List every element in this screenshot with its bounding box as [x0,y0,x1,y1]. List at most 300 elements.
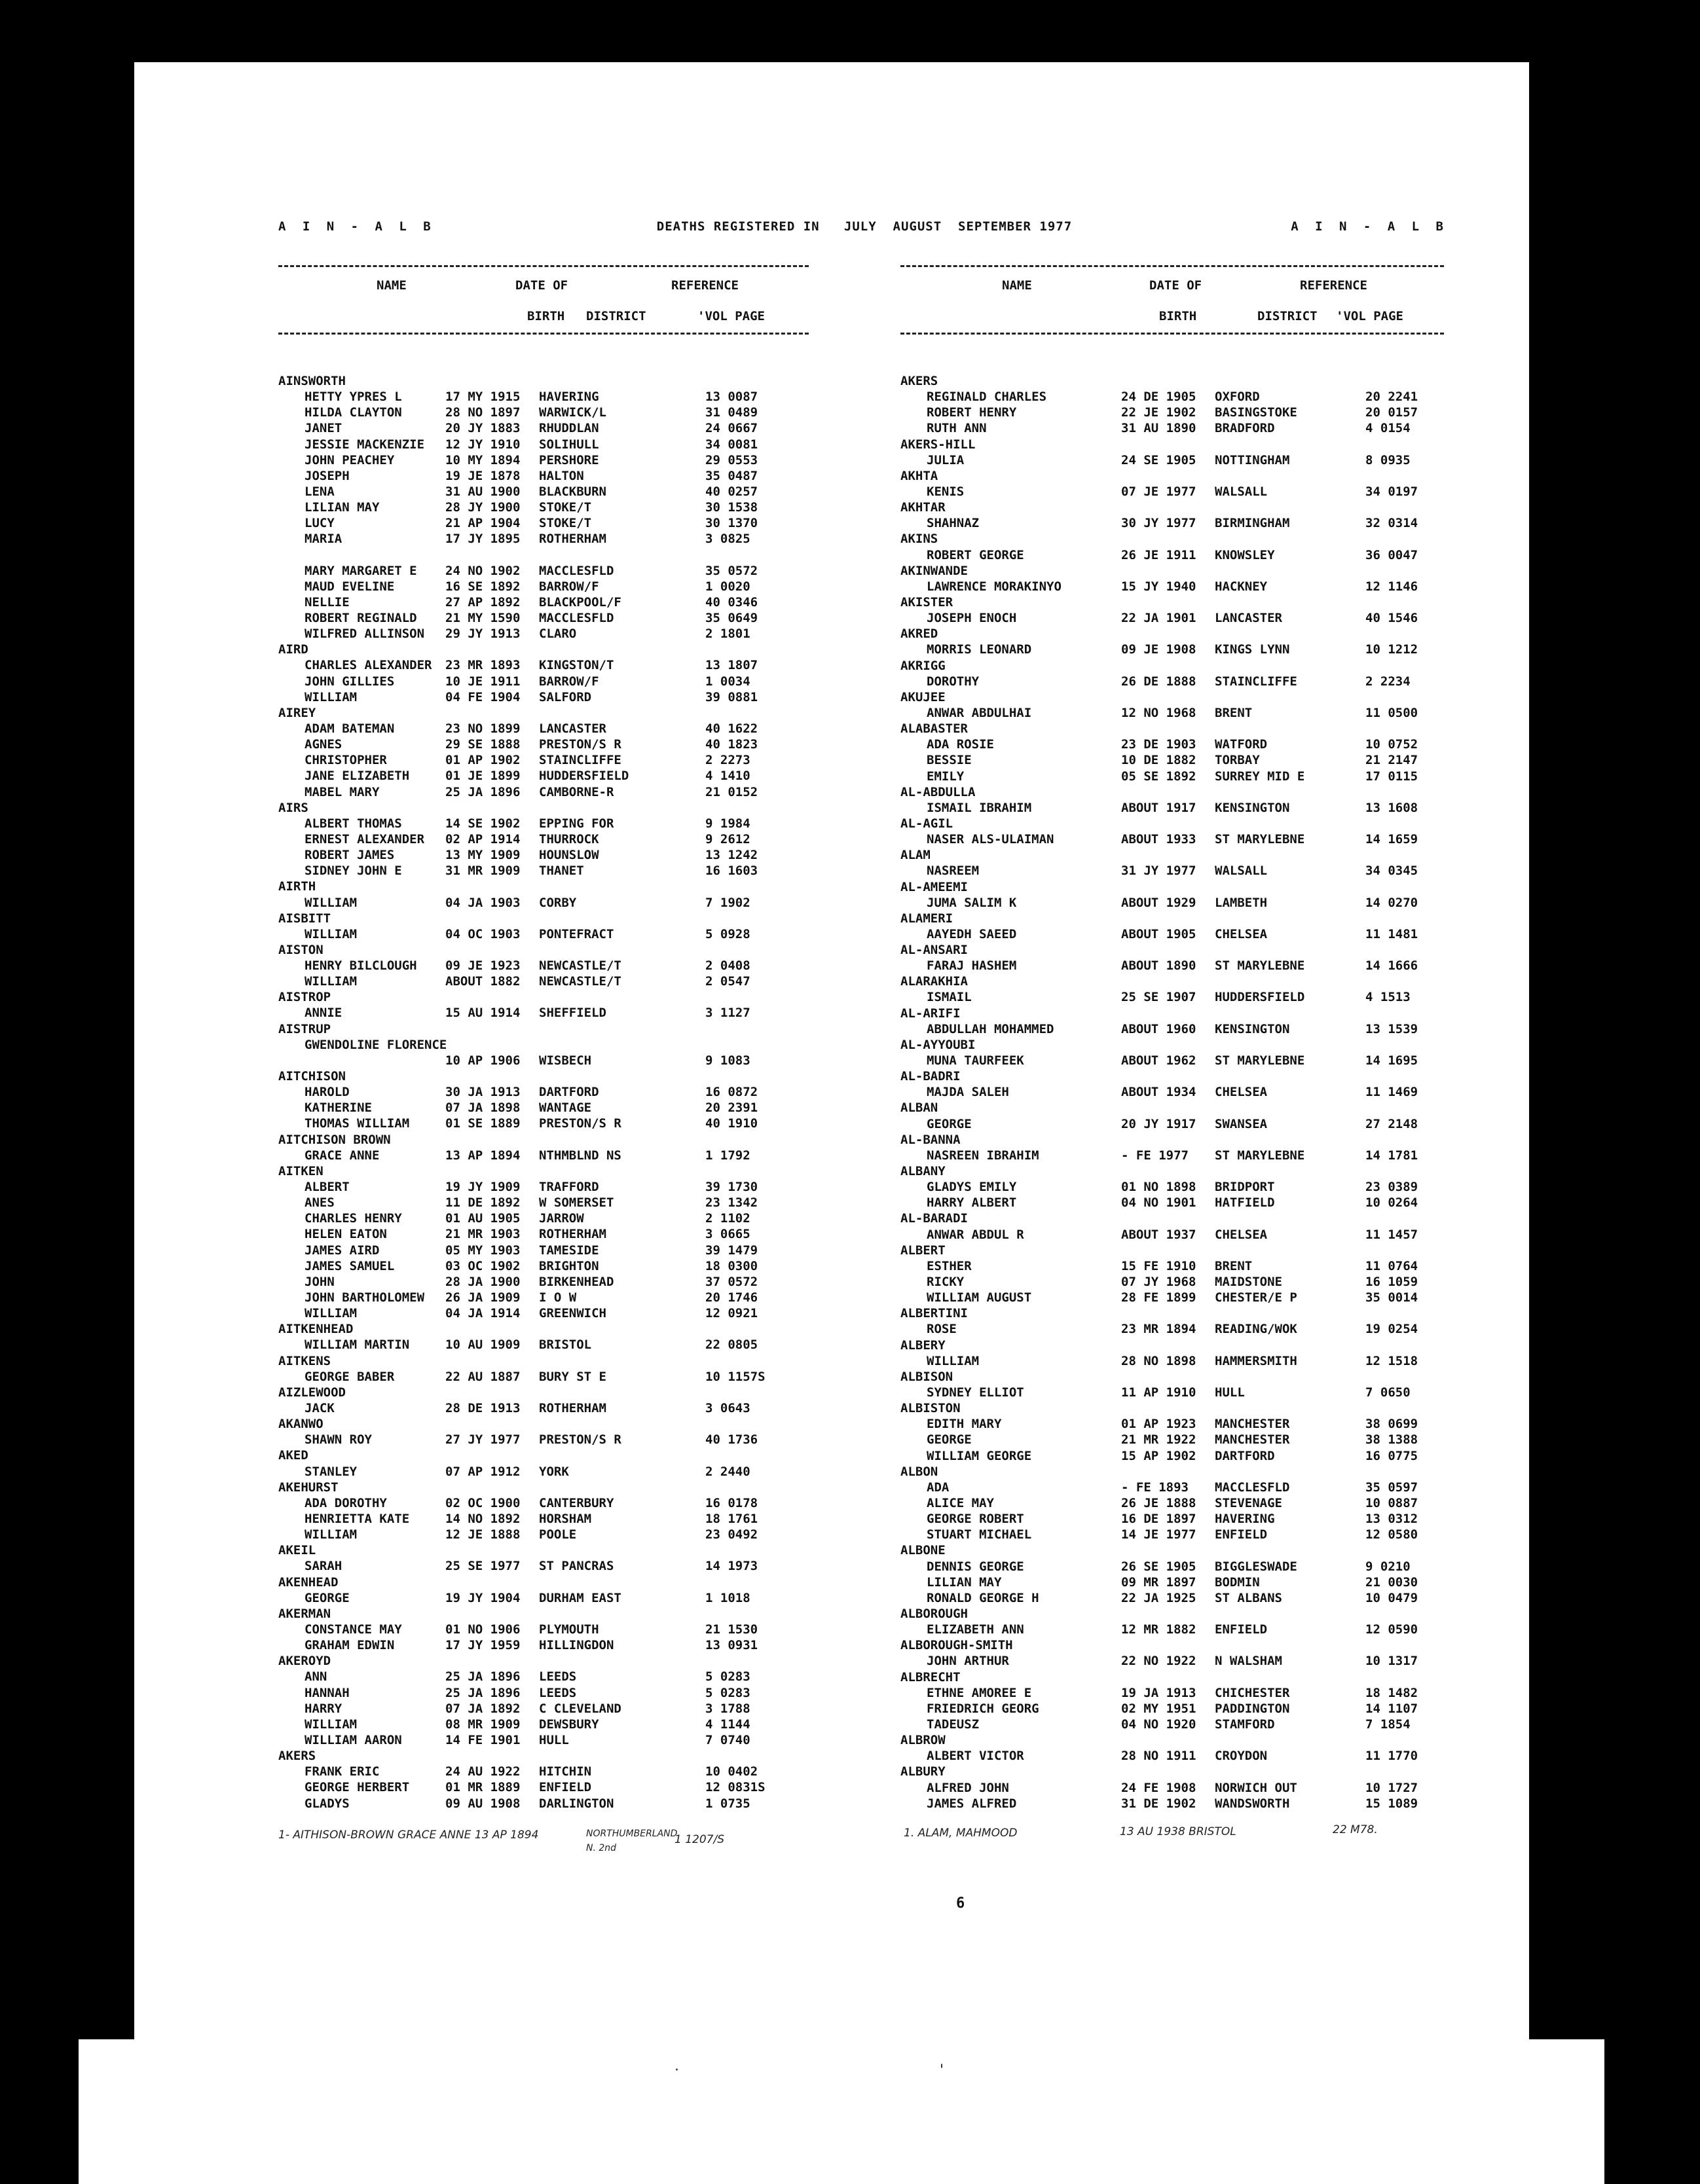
entry-name: ADAM BATEMAN [305,721,395,736]
entry-row [900,642,1444,657]
entry-birth-date: 28 JY 1900 [445,500,521,515]
surname-heading [278,1385,809,1400]
entry-name: ANWAR ABDULHAI [927,705,1032,720]
entry-name: WILLIAM MARTIN [305,1338,410,1353]
entry-birth-date: 04 FE 1904 [445,689,521,704]
entry-name: ALBONE [900,1543,946,1558]
entry-district: WATFORD [1215,737,1268,752]
entry-name: JOHN GILLIES [305,674,395,689]
entry-birth-date: 01 JE 1899 [445,769,521,784]
entry-row [278,515,809,531]
entry-district: HOUNSLOW [539,848,599,863]
entry-vol-page: 2 2440 [705,1464,750,1479]
entry-district: CLARO [539,627,577,642]
entry-row [900,1432,1444,1447]
entry-row [278,610,809,626]
entry-birth-date: 23 MR 1894 [1121,1322,1196,1337]
entry-district: N WALSHAM [1215,1654,1282,1669]
entry-district: HALTON [539,468,584,483]
entry-vol-page: 20 2241 [1365,390,1418,405]
entry-vol-page: 2 1102 [705,1211,750,1226]
entry-name: WILLIAM GEORGE [927,1448,1032,1463]
entry-district: HULL [539,1732,569,1747]
entry-birth-date: 07 AP 1912 [445,1464,521,1479]
entry-name: GRAHAM EDWIN [305,1638,395,1653]
entry-vol-page: 13 1608 [1365,800,1418,815]
entry-name: GWENDOLINE FLORENCE [305,1037,447,1052]
surname-heading [900,437,1444,452]
entry-name: RUTH ANN [927,421,987,436]
entry-vol-page: 39 1730 [705,1180,758,1195]
entry-birth-date: 30 JA 1913 [445,1085,521,1100]
entry-vol-page: 14 1781 [1365,1148,1418,1163]
entry-birth-date: 02 OC 1900 [445,1495,521,1510]
entry-vol-page: 4 1144 [705,1717,750,1732]
entry-birth-date: 01 NO 1898 [1121,1180,1196,1195]
entry-vol-page: 4 0154 [1365,421,1411,436]
entry-district: NEWCASTLE/T [539,974,621,989]
entry-vol-page: 2 1801 [705,627,750,642]
entry-birth-date: 07 JA 1898 [445,1101,521,1116]
entry-row [900,1448,1444,1464]
entry-district: STAINCLIFFE [1215,674,1297,689]
entry-vol-page: 36 0047 [1365,547,1418,562]
entry-district: MACCLESFLD [539,563,614,578]
entry-row [278,1226,809,1242]
entry-row [900,1116,1444,1132]
entry-name: ETHNE AMOREE E [927,1685,1032,1700]
entry-birth-date: 10 AU 1909 [445,1338,521,1353]
entry-district: CANTERBURY [539,1495,614,1510]
entry-row [278,721,809,737]
entry-name: LUCY [305,516,335,531]
entry-district: ENFIELD [1215,1622,1268,1637]
entry-district: HACKNEY [1215,579,1268,594]
entry-district: BRISTOL [539,1338,592,1353]
entry-name: JANET [305,421,342,436]
scan-speck: · [674,2062,679,2079]
entry-row [278,1464,809,1480]
entry-district: BLACKPOOL/F [539,594,621,610]
entry-row [900,1179,1444,1195]
entry-district: THANET [539,864,584,879]
entry-vol-page: 2 2273 [705,753,750,768]
entry-row [278,1590,809,1606]
entry-birth-date: 11 DE 1892 [445,1195,521,1210]
entry-birth-date: 09 MR 1897 [1121,1574,1196,1590]
entry-vol-page: 7 0650 [1365,1385,1411,1400]
entry-name: AITKENHEAD [278,1322,354,1337]
entry-district: DEWSBURY [539,1717,599,1732]
entry-birth-date: 25 JA 1896 [445,1685,521,1700]
entry-name: MABEL MARY [305,784,380,799]
entry-vol-page: 40 1622 [705,721,758,736]
surname-heading [278,1068,809,1084]
entry-vol-page: 14 1107 [1365,1701,1418,1716]
entry-row [900,1574,1444,1590]
entry-district: ROTHERHAM [539,532,606,547]
entry-birth-date: 04 JA 1914 [445,1306,521,1321]
entry-row [278,1116,809,1131]
entry-name: AL-BARADI [900,1211,968,1226]
col-head-date-of: DATE OF [515,278,568,293]
entry-name: AKERMAN [278,1606,331,1621]
entry-name: AISTON [278,942,323,957]
entry-name: JOSEPH ENOCH [927,611,1017,626]
entry-birth-date: 19 JY 1904 [445,1590,521,1605]
entry-row [278,768,809,784]
entry-district: MAIDSTONE [1215,1275,1282,1290]
entry-vol-page: 40 1910 [705,1116,758,1131]
entry-name: GEORGE BABER [305,1369,395,1384]
entry-district: CHELSEA [1215,1085,1268,1100]
col-head-name: NAME [1002,278,1032,293]
entry-birth-date: 24 SE 1905 [1121,452,1196,467]
entry-district: NOTTINGHAM [1215,452,1290,467]
entry-name: ELIZABETH ANN [927,1622,1024,1637]
entry-birth-date: 19 JA 1913 [1121,1685,1196,1700]
surname-heading [900,1400,1444,1416]
entry-row [900,1717,1444,1732]
entry-vol-page: 35 0572 [705,563,758,578]
surname-heading [278,879,809,894]
entry-birth-date: 04 JA 1903 [445,895,521,910]
entry-name: ALBISTON [900,1401,961,1416]
entry-district: LANCASTER [539,721,606,736]
entry-name: ALBERT THOMAS [305,816,402,831]
entry-name: FRIEDRICH GEORG [927,1701,1039,1716]
entry-vol-page: 11 1481 [1365,926,1418,941]
surname-heading [278,1574,809,1590]
surname-heading [900,1732,1444,1748]
entry-name: ALBERY [900,1338,946,1353]
entry-row [900,515,1444,531]
entry-district: NTHMBLND NS [539,1148,621,1163]
page-lower-margin [79,2039,1604,2184]
entry-row [278,437,809,452]
entry-district: HUDDERSFIELD [539,769,629,784]
entry-name: AIRD [278,642,308,657]
entry-row [278,674,809,689]
entry-name: HENRIETTA KATE [305,1511,410,1526]
surname-heading [278,373,809,389]
entry-vol-page: 10 0479 [1365,1590,1418,1605]
entry-name: GLADYS [305,1796,350,1811]
entry-row [278,974,809,989]
entry-row [278,1669,809,1684]
entry-birth-date: 24 DE 1905 [1121,390,1196,405]
entry-district: STOKE/T [539,500,592,515]
entry-birth-date: 14 SE 1902 [445,816,521,831]
entry-district: HUDDERSFIELD [1215,990,1305,1005]
entry-row [900,405,1444,420]
entry-district: POOLE [539,1527,577,1542]
entry-district: SWANSEA [1215,1116,1268,1131]
entry-vol-page: 4 1410 [705,769,750,784]
entry-birth-date: 04 NO 1901 [1121,1195,1196,1210]
right-entries [900,373,1444,1811]
entry-birth-date: 07 JE 1977 [1121,484,1196,499]
entry-vol-page: 13 1242 [705,848,758,863]
surname-heading [900,1637,1444,1653]
entry-birth-date: 23 NO 1899 [445,721,521,736]
entry-row [278,579,809,594]
surname-heading [278,1480,809,1495]
entry-name: JOHN PEACHEY [305,452,395,467]
entry-name: SHAWN ROY [305,1432,372,1447]
entry-name: FRANK ERIC [305,1764,380,1779]
entry-name: CONSTANCE MAY [305,1622,402,1637]
entry-row [900,1416,1444,1432]
entry-name: GEORGE [927,1116,972,1131]
entry-vol-page: 8 0935 [1365,452,1411,467]
entry-name: AKINS [900,532,938,547]
surname-heading [278,1021,809,1037]
entry-birth-date: 17 MY 1915 [445,390,521,405]
entry-district: ROTHERHAM [539,1401,606,1415]
entry-name: AKERS [900,374,938,388]
surname-heading [900,1163,1444,1179]
surname-heading [900,911,1444,926]
entry-row [900,1480,1444,1495]
surname-heading [278,1447,809,1463]
entry-name: ALBON [900,1464,938,1479]
entry-row [278,1558,809,1574]
entry-row [278,1369,809,1385]
entry-row [900,831,1444,847]
entry-district: OXFORD [1215,390,1260,405]
entry-row [278,1495,809,1511]
row-spacer [278,547,809,563]
entry-name: HETTY YPRES L [305,390,402,405]
entry-name: ANNIE [305,1006,342,1021]
entry-birth-date: 25 SE 1907 [1121,990,1196,1005]
entry-birth-date: 14 NO 1892 [445,1511,521,1526]
entry-row [900,1780,1444,1796]
entry-name: HARRY [305,1701,342,1716]
col-head-name: NAME [377,278,407,293]
entry-name: AKENHEAD [278,1574,339,1590]
entry-vol-page: 1 1792 [705,1148,750,1163]
surname-heading [900,974,1444,989]
entry-row [278,1305,809,1321]
entry-birth-date: 31 AU 1900 [445,484,521,499]
header-title: DEATHS REGISTERED IN JULY AUGUST SEPTEMBER 1977 [656,219,1073,234]
entry-vol-page: 11 1770 [1365,1749,1418,1764]
entry-vol-page: 14 1973 [705,1559,758,1574]
entry-name: AKUJEE [900,689,946,704]
entry-district: JARROW [539,1211,584,1226]
footnote-right-entry: 1. ALAM, MAHMOOD [904,1827,1018,1840]
entry-district: BLACKBURN [539,484,606,499]
entry-vol-page: 9 2612 [705,831,750,846]
entry-district: KINGSTON/T [539,658,614,673]
entry-name: WILLIAM [305,926,358,941]
entry-name: ALBISON [900,1369,953,1384]
left-column [278,262,809,1811]
entry-name: MAUD EVELINE [305,579,395,594]
entry-vol-page: 40 1823 [705,737,758,752]
entry-name: AL-ARIFI [900,1006,961,1021]
entry-district: ST ALBANS [1215,1590,1282,1605]
surname-heading [278,1748,809,1764]
footnote-right-detail: 13 AU 1938 BRISTOL [1120,1825,1236,1838]
entry-row [278,1622,809,1637]
entry-vol-page: 12 1518 [1365,1353,1418,1368]
entry-row [278,752,809,768]
entry-birth-date: 14 FE 1901 [445,1732,521,1747]
entry-birth-date: 12 MR 1882 [1121,1622,1196,1637]
entry-birth-date: 31 MR 1909 [445,864,521,879]
entry-name: AGNES [305,737,342,752]
entry-vol-page: 30 1370 [705,516,758,531]
entry-district: BRIDPORT [1215,1180,1275,1195]
entry-district: HAVERING [539,390,599,405]
header-rule-bottom [278,333,809,335]
entry-birth-date: 19 JE 1878 [445,468,521,483]
entry-district: MANCHESTER [1215,1417,1290,1432]
entry-vol-page: 11 1457 [1365,1227,1418,1242]
entry-row [278,1337,809,1353]
surname-heading [900,721,1444,737]
entry-name: LAWRENCE MORAKINYO [927,579,1062,594]
col-head-vol-page: 'VOL PAGE [1336,309,1403,323]
entry-name: JESSIE MACKENZIE [305,437,425,452]
surname-heading [278,705,809,721]
entry-name: HILDA CLAYTON [305,405,402,420]
entry-vol-page: 13 1807 [705,658,758,673]
entry-row [900,1290,1444,1305]
entry-row [278,484,809,500]
entry-birth-date: 22 JA 1925 [1121,1590,1196,1605]
entry-district: SURREY MID E [1215,769,1305,784]
surname-heading [278,800,809,816]
entry-birth-date: 26 JA 1909 [445,1290,521,1305]
entry-district: DARTFORD [1215,1448,1275,1463]
entry-row [278,1717,809,1732]
entry-birth-date: 12 JE 1888 [445,1527,521,1542]
entry-row [900,1195,1444,1210]
entry-district: PERSHORE [539,452,599,467]
surname-heading [900,1606,1444,1622]
entry-name: AL-AMEEMI [900,879,968,894]
entry-row [278,389,809,405]
entry-birth-date: 05 SE 1892 [1121,769,1196,784]
entry-row [900,1622,1444,1637]
footnote-left-district: NORTHUMBERLAND [586,1829,678,1839]
entry-name: GEORGE [305,1590,350,1605]
entry-vol-page: 12 0921 [705,1306,758,1321]
entry-name: AKED [278,1448,308,1463]
header-rule-top [900,265,1444,267]
entry-birth-date: 28 JA 1900 [445,1274,521,1289]
entry-name: WILLIAM [305,895,358,910]
entry-district: MACCLESFLD [539,610,614,625]
entry-district: BRADFORD [1215,421,1275,436]
entry-name: AKISTER [900,594,953,610]
entry-name: SIDNEY JOHN E [305,864,402,879]
entry-vol-page: 2 0408 [705,958,750,974]
entry-vol-page: 34 0345 [1365,864,1418,879]
entry-row [278,958,809,974]
surname-heading [900,1369,1444,1385]
surname-heading [900,658,1444,674]
entry-birth-date: 31 DE 1902 [1121,1796,1196,1811]
entry-row [278,1400,809,1416]
entry-district: BASINGSTOKE [1215,405,1297,420]
entry-district: READING/WOK [1215,1322,1297,1337]
entry-district: BODMIN [1215,1574,1260,1590]
entry-name: ALBERTINI [900,1306,968,1321]
header-range-left: A I N - A L B [278,219,432,234]
entry-birth-date: 04 NO 1920 [1121,1717,1196,1732]
entry-district: CROYDON [1215,1749,1268,1764]
surname-heading [278,942,809,958]
entry-row [900,420,1444,436]
entry-vol-page: 1 0034 [705,674,750,689]
entry-birth-date: ABOUT 1934 [1121,1085,1196,1100]
entry-name: MAJDA SALEH [927,1085,1009,1100]
surname-heading [900,594,1444,610]
entry-district: CHICHESTER [1215,1685,1290,1700]
entry-row [900,1796,1444,1811]
entry-row [278,1148,809,1163]
entry-birth-date: 19 JY 1909 [445,1180,521,1195]
entry-vol-page: 14 1666 [1365,958,1418,974]
entry-district: CHESTER/E P [1215,1290,1297,1305]
entry-name: AKHTAR [900,500,946,515]
surname-heading [900,468,1444,484]
entry-birth-date: 24 AU 1922 [445,1764,521,1779]
entry-birth-date: 12 NO 1968 [1121,705,1196,720]
entry-district: PADDINGTON [1215,1701,1290,1716]
entry-row [900,1148,1444,1163]
entry-vol-page: 22 0805 [705,1338,758,1353]
entry-district: CAMBORNE-R [539,784,614,799]
surname-heading [900,1338,1444,1353]
entry-vol-page: 3 1127 [705,1006,750,1021]
entry-row [900,1258,1444,1274]
entry-name: ADA DOROTHY [305,1495,387,1510]
entry-district: BRENT [1215,1258,1253,1273]
surname-heading [278,1321,809,1337]
entry-vol-page: 2 2234 [1365,674,1411,689]
right-column-header [900,262,1444,337]
entry-district: DARLINGTON [539,1796,614,1811]
entry-district: WALSALL [1215,864,1268,879]
entry-birth-date: 28 DE 1913 [445,1401,521,1415]
entry-district: WALSALL [1215,484,1268,499]
entry-vol-page: 13 0087 [705,390,758,405]
entry-name: ALFRED JOHN [927,1780,1009,1795]
entry-row [900,958,1444,974]
entry-district: KENSINGTON [1215,1021,1290,1036]
entry-name: JAMES SAMUEL [305,1258,395,1273]
col-head-date-of: DATE OF [1149,278,1202,293]
entry-birth-date: 09 JE 1908 [1121,642,1196,657]
entry-name: ABDULLAH MOHAMMED [927,1021,1054,1036]
entry-district: PRESTON/S R [539,1116,621,1131]
entry-vol-page: 10 1212 [1365,642,1418,657]
col-head-district: DISTRICT [586,309,646,323]
entry-vol-page: 7 1854 [1365,1717,1411,1732]
entry-birth-date: 30 JY 1977 [1121,516,1196,531]
entry-name: GEORGE ROBERT [927,1512,1024,1527]
entry-name: REGINALD CHARLES [927,390,1047,405]
entry-name: WILLIAM [305,1306,358,1321]
entry-row [278,1732,809,1748]
entry-district: HITCHIN [539,1764,592,1779]
